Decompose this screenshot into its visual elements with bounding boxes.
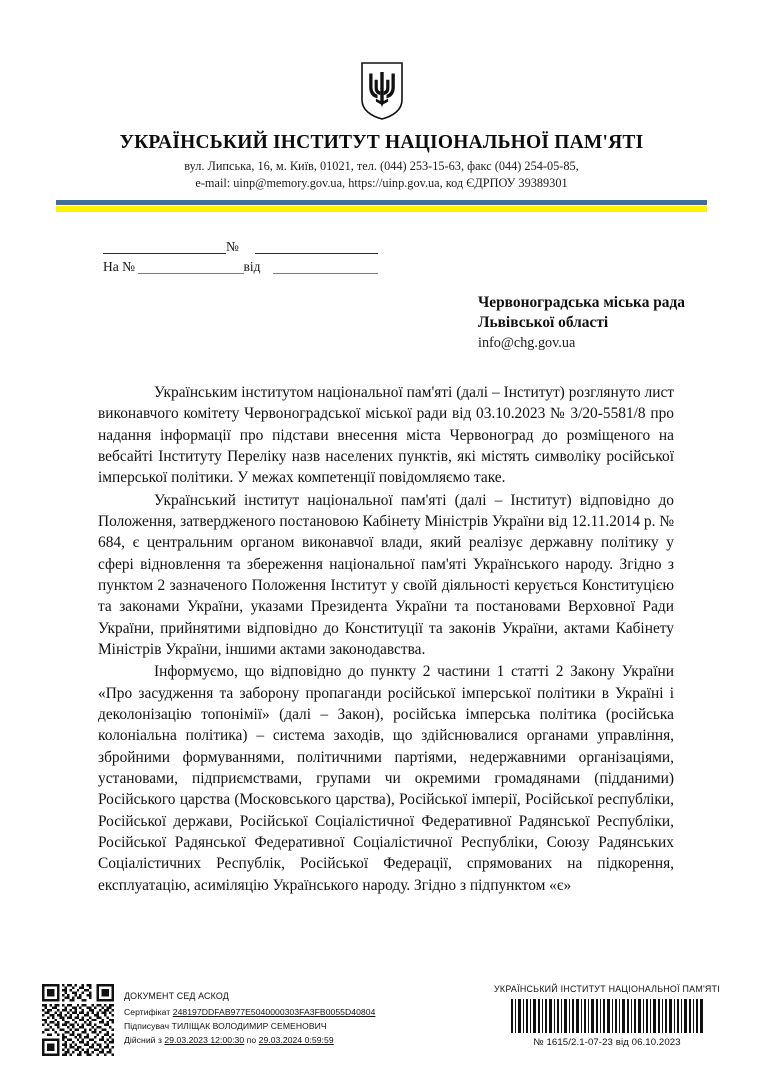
qr-code-icon [42,984,114,1056]
document-footer [0,980,763,1076]
date-label: від [243,258,261,274]
organization-contacts [0,158,763,190]
validity-label: Дійсний з [124,1035,162,1046]
addressee-line-1: Червоноградська міська рада [478,294,685,311]
incoming-number-row [103,254,378,274]
body-paragraph: Український інститут національної пам'яті (далі – Інститут) відповідно до Положення, затвердженого постановою Кабінету Міністрів України від 12.11.2014 р. № 684, є центральним органом виконавчої влади, який реалізує державну політику у сфері відновлення та збереження національної пам'яті Українського народу. Згідно з пунктом 2 зазначеного Положення Інститут у своїй діяльності керується Конституцією та законами України, указами Президента України та постановами Верховної Ради України, прийнятими відповідно до Конституції та законів України, актами Кабінету Міністрів України, іншими актами законодавства. [98,491,674,658]
ukraine-trident-emblem-icon [360,62,404,120]
reference-fields [103,234,378,274]
outgoing-number-row [103,234,378,254]
body-paragraph: Українським інститутом національної пам'яті (далі – Інститут) розглянуто лист виконавчого комітету Червоноградської міської ради від 03.10.2023 № 3/20-5581/8 про надання інформації про підстави внесення міста Червоноград до розміщеного на вебсайті Інституту Переліку назв населених пунктів, які містять символіку російської імперської політики. У межах компетенції повідомляємо таке. [98,384,674,487]
outgoing-number-rule-left [103,242,226,254]
footer-brand: УКРАЇНСЬКИЙ ІНСТИТУТ НАЦІОНАЛЬНОЇ ПАМ'ЯТІ [494,984,720,994]
barcode-icon [509,999,705,1033]
barcode-label: № 1615/2.1-07-23 від 06.10.2023 [533,1037,681,1048]
certificate-label: Сертифікат [124,1007,171,1018]
divider-yellow-band [56,206,707,212]
validity-to: 29.03.2024 0:59:59 [258,1035,334,1046]
organization-title: УКРАЇНСЬКИЙ ІНСТИТУТ НАЦІОНАЛЬНОЇ ПАМ'ЯТІ [119,132,644,153]
letterhead [0,0,763,212]
tricolor-divider [56,200,707,212]
number-label: № [226,238,239,254]
addressee-line-2: Львівської області [478,314,609,332]
signer-value: ТИЛІЩАК ВОЛОДИМИР СЕМЕНОВИЧ [171,1021,327,1032]
signer-row [124,1020,375,1034]
addressee-email[interactable]: info@chg.gov.ua [478,335,576,352]
barcode-block [462,984,752,1048]
addressee-block [478,293,748,354]
signature-block [42,984,375,1056]
validity-to-label: по [246,1035,257,1046]
outgoing-number-field[interactable] [255,242,378,254]
validity-from: 29.03.2023 12:00:30 [164,1035,245,1046]
address-line: вул. Липська, 16, м. Київ, 01021, тел. (044) 253-15-63, факс (044) 254-05-85, [184,159,579,174]
validity-row [124,1034,375,1048]
certificate-value: 248197DDFAB977E5040000303FA3FB0055D40804 [172,1007,376,1018]
on-number-label: На № [103,258,135,274]
signature-heading: ДОКУМЕНТ СЕД АСКОД [124,991,229,1001]
body-paragraph: Інформуємо, що відповідно до пункту 2 частини 1 статті 2 Закону України «Про засудження та заборону пропаганди російської імперської політики в Україні і деколонізацію топонімії» (далі – Закон), російська імперська політика (російська колоніальна політика) – система заходів, що здійснювалися органами управління, збройними формуваннями, політичними партіями, недержавними організаціями, установами, підприємствами, групами чи окремими громадянами (підданими) Російського царства (Московського царства), Російської імперії, Російської республіки, Російської держави, Російської Соціалістичної Федеративної Радянської Республіки, Російської Радянської Федеративної Соціалістичної Республіки, Союзу Радянських Соціалістичних Республік, Російської Федерації, спрямованих на підкорення, експлуатацію, асиміляцію Українського народу. Згідно з підпунктом «є» [98,663,674,894]
contact-line: e-mail: uinp@memory.gov.ua, https://uinp.gov.ua, код ЄДРПОУ 39389301 [195,175,568,190]
signature-metadata [124,984,375,1048]
certificate-row [124,1006,375,1020]
date-field[interactable] [273,262,379,274]
signer-label: Підписувач [124,1021,170,1032]
on-number-field[interactable] [138,262,244,274]
letter-body [98,382,674,897]
